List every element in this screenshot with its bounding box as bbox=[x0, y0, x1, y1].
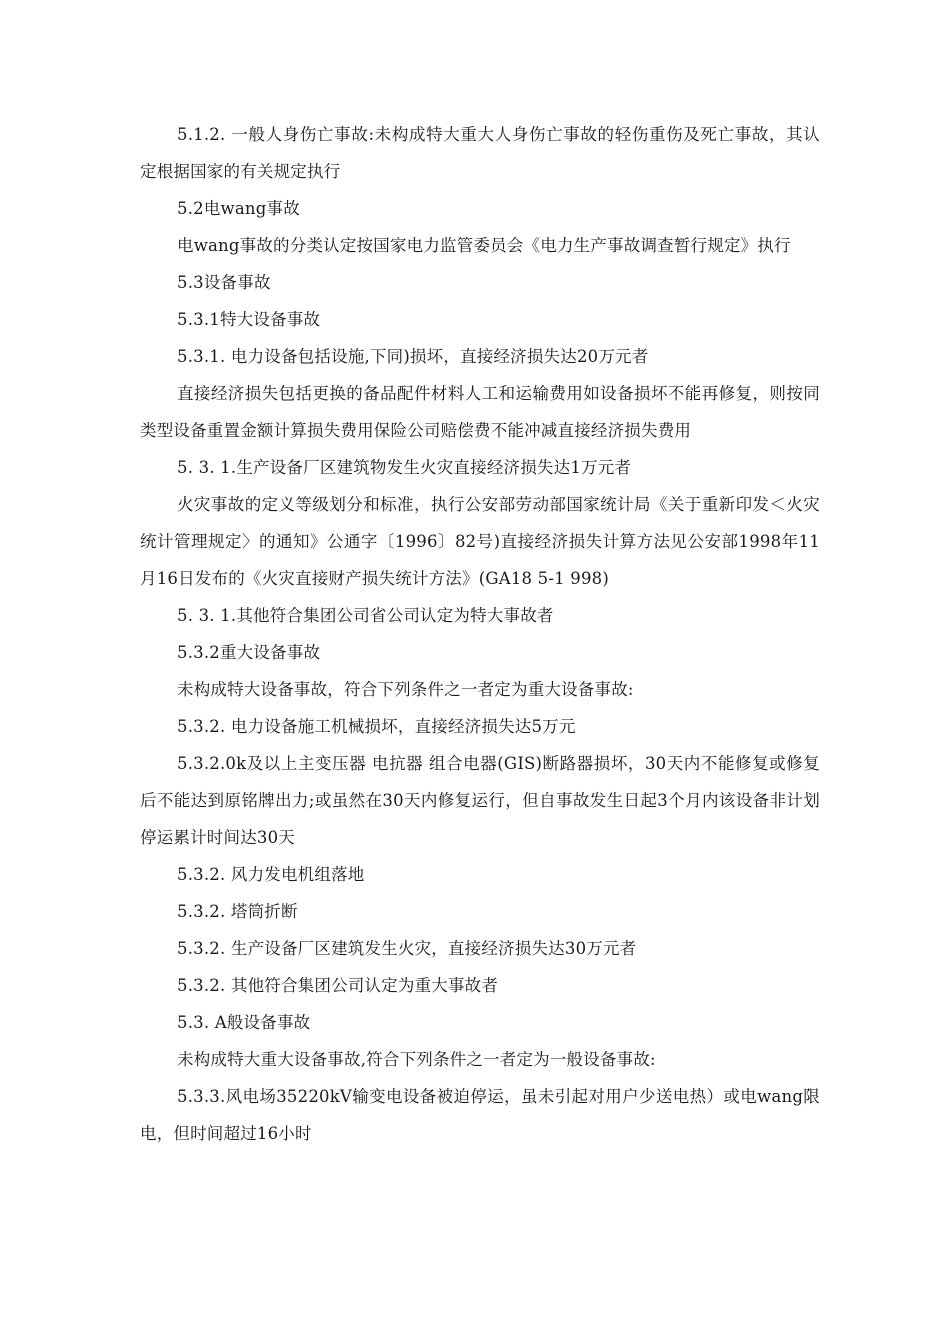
paragraph-fire-definition: 火灾事故的定义等级划分和标准，执行公安部劳动部国家统计局《关于重新印发＜火灾统计管理规定〉的通知》公通字〔1996〕82号)直接经济损失计算方法见公安部1998年11月16日发布的《火灾直接财产损失统计方法》(GA18 5-1 998) bbox=[140, 495, 820, 588]
heading-5-3-2: 5.3.2重大设备事故 bbox=[177, 643, 321, 662]
paragraph-5-3-1-b: 5. 3. 1.生产设备厂区建筑物发生火灾直接经济损失达1万元者 bbox=[177, 458, 632, 477]
paragraph-direct-loss: 直接经济损失包括更换的备品配件材料人工和运输费用如设备损坏不能再修复，则按同类型设备重置金额计算损失费用保险公司赔偿费不能冲减直接经济损失费用 bbox=[140, 384, 820, 440]
heading-5-3: 5.3设备事故 bbox=[177, 273, 271, 292]
paragraph-grid-accident: 电wang事故的分类认定按国家电力监管委员会《电力生产事故调查暂行规定》执行 bbox=[177, 236, 791, 255]
document-body bbox=[140, 116, 820, 1152]
paragraph-5-3-2-f: 5.3.2. 其他符合集团公司认定为重大事故者 bbox=[177, 976, 499, 995]
paragraph-general-criteria: 未构成特大重大设备事故,符合下列条件之一者定为一般设备事故: bbox=[177, 1050, 656, 1069]
paragraph-major-criteria: 未构成特大设备事故，符合下列条件之一者定为重大设备事故: bbox=[177, 680, 634, 699]
heading-5-3-3: 5.3. A般设备事故 bbox=[177, 1013, 311, 1032]
paragraph-5-1-2: 5.1.2. 一般人身伤亡事故:未构成特大重大人身伤亡事故的轻伤重伤及死亡事故，其认定根据国家的有关规定执行 bbox=[140, 125, 820, 181]
paragraph-5-3-1-c: 5. 3. 1.其他符合集团公司省公司认定为特大事故者 bbox=[177, 606, 554, 625]
heading-5-3-1: 5.3.1特大设备事故 bbox=[177, 310, 321, 329]
paragraph-5-3-2-c: 5.3.2. 风力发电机组落地 bbox=[177, 865, 365, 884]
paragraph-5-3-2-e: 5.3.2. 生产设备厂区建筑发生火灾，直接经济损失达30万元者 bbox=[177, 939, 637, 958]
paragraph-5-3-2-b: 5.3.2.0k及以上主变压器 电抗器 组合电器(GIS)断路器损坏，30天内不能修复或修复后不能达到原铭牌出力;或虽然在30天内修复运行，但自事故发生日起3个月内该设备非计划停运累计时间达30天 bbox=[140, 754, 820, 847]
paragraph-5-3-1-a: 5.3.1. 电力设备包括设施,下同)损坏，直接经济损失达20万元者 bbox=[177, 347, 649, 366]
paragraph-5-3-2-a: 5.3.2. 电力设备施工机械损坏，直接经济损失达5万元 bbox=[177, 717, 576, 736]
heading-5-2: 5.2电wang事故 bbox=[177, 199, 300, 218]
paragraph-5-3-3-a: 5.3.3.风电场35220kV输变电设备被迫停运，虽未引起对用户少送电热）或电wang限电，但时间超过16小时 bbox=[140, 1087, 820, 1143]
paragraph-5-3-2-d: 5.3.2. 塔筒折断 bbox=[177, 902, 298, 921]
